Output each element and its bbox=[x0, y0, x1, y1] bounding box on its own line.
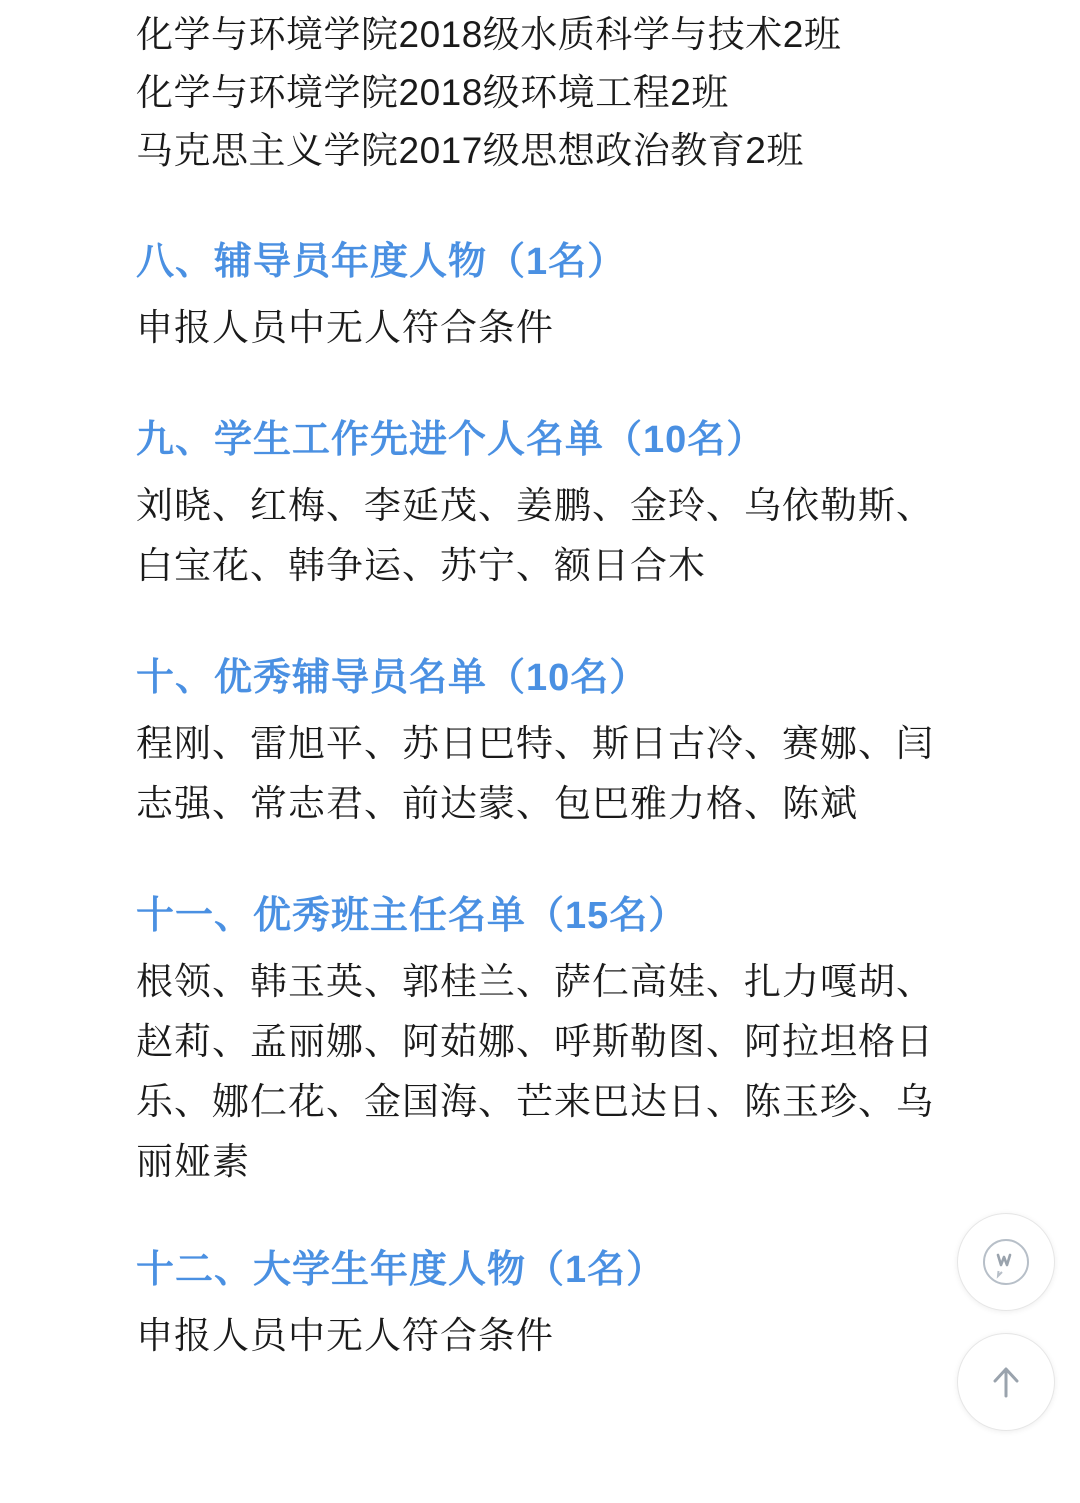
lead-line: 化学与环境学院2018级环境工程2班 bbox=[136, 72, 729, 113]
lead-paragraph-block bbox=[136, 0, 1040, 180]
section-body: 程刚、雷旭平、苏日巴特、斯日古冷、赛娜、闫志强、常志君、前达蒙、包巴雅力格、陈斌 bbox=[136, 723, 934, 824]
wechat-icon[interactable] bbox=[957, 1213, 1055, 1311]
section-body: 申报人员中无人符合条件 bbox=[136, 307, 554, 348]
back-to-top-icon[interactable] bbox=[957, 1333, 1055, 1431]
section-heading: 十、优秀辅导员名单（10名） bbox=[136, 657, 649, 699]
section-11 bbox=[136, 888, 1040, 1192]
section-body: 根领、韩玉英、郭桂兰、萨仁高娃、扎力嘎胡、赵莉、孟丽娜、阿茹娜、呼斯勒图、阿拉坦格日乐、娜仁花、金国海、芒来巴达日、陈玉珍、乌丽娅素 bbox=[136, 961, 934, 1182]
section-heading: 八、辅导员年度人物（1名） bbox=[136, 241, 627, 283]
floating-action-buttons bbox=[958, 1213, 1054, 1431]
section-12 bbox=[136, 1242, 1040, 1366]
lead-line: 马克思主义学院2017级思想政治教育2班 bbox=[136, 130, 804, 171]
section-9 bbox=[136, 412, 1040, 596]
lead-line: 化学与环境学院2018级水质科学与技术2班 bbox=[136, 14, 842, 55]
section-body: 申报人员中无人符合条件 bbox=[136, 1315, 554, 1356]
section-10 bbox=[136, 650, 1040, 834]
section-heading: 九、学生工作先进个人名单（10名） bbox=[136, 419, 766, 461]
section-heading: 十一、优秀班主任名单（15名） bbox=[136, 895, 688, 937]
section-body: 刘晓、红梅、李延茂、姜鹏、金玲、乌依勒斯、白宝花、韩争运、苏宁、额日合木 bbox=[136, 485, 934, 586]
section-8 bbox=[136, 234, 1040, 358]
section-heading: 十二、大学生年度人物（1名） bbox=[136, 1249, 666, 1291]
